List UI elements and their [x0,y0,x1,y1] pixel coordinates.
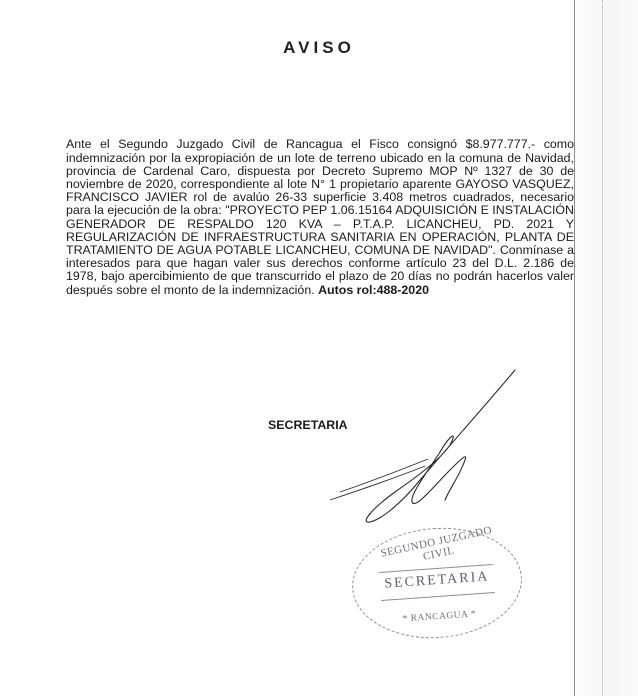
stamp-top-text: SEGUNDO JUZGADO CIVIL [379,524,494,563]
stamp-center-text: SECRETARIA [383,569,490,592]
margin-line-dotted [602,0,603,696]
scan-edge [568,0,638,696]
margin-line [574,0,575,696]
signer-title: SECRETARIA [268,418,348,432]
document-title: AVISO [283,38,355,57]
stamp-bottom-text: * RANCAGUA * [402,609,477,625]
case-number: Autos rol:488-2020 [318,282,429,297]
court-stamp [348,522,525,644]
notice-body-text: Ante el Segundo Juzgado Civil de Rancagua el Fisco consignó $8.977.777.- como indemnización por la expropiación de un lote de terreno ubicado en la comuna de Navidad, provincia de Cardenal Caro, dispuesta por Decreto Supremo MOP Nº 1327 de 30 de noviembre de 2020, correspondiente al lote N° 1 propietario aparente GAYOSO VASQUEZ, FRANCISCO JAVIER rol de avalúo 26-33 superficie 3.408 metros cuadrados, necesario para la ejecución de la obra: "PROYECTO PEP 1.06.15164 ADQUISICIÓN E INSTALACIÓN GENERADOR DE RESPALDO 120 KVA – P.T.A.P. LICANCHEU, PD. 2021 Y REGULARIZACIÓN DE INFRAESTRUCTURA SANITARIA EN OPERACIÓN, PLANTA DE TRATAMIENTO DE AGUA POTABLE LICANCHEU, COMUNA DE NAVIDAD". Conmínase a interesados para que hagan valer sus derechos conforme artículo 23 del D.L. 2.186 de 1978, bajo apercibimiento de que transcurrido el plazo de 20 días no podrán hacerlos valer después sobre el monto de la indemnización. [66,137,574,297]
handwritten-signature [300,360,560,530]
notice-body [66,138,574,296]
